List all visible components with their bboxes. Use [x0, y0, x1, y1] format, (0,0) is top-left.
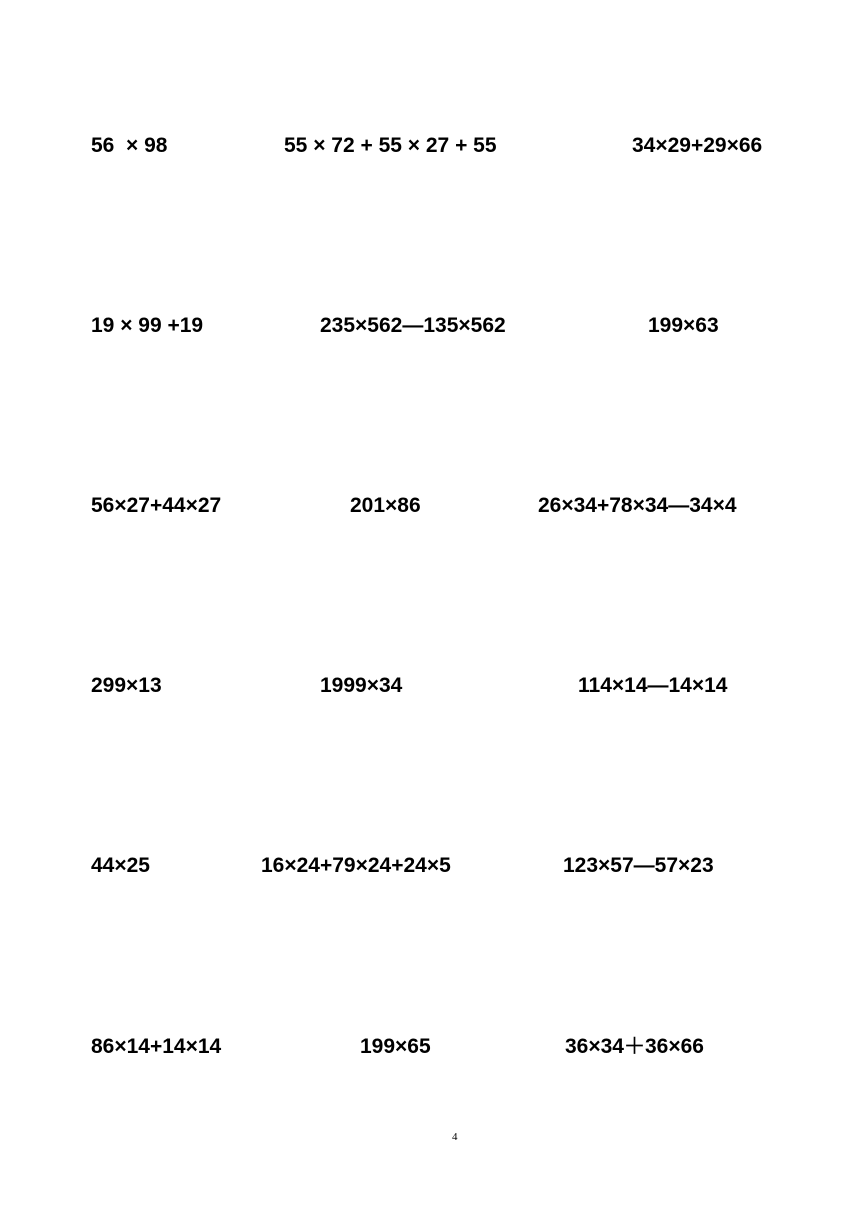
problem-r4-c1: 299×13: [91, 674, 162, 697]
problem-r6-c1: 86×14+14×14: [91, 1035, 222, 1058]
problem-r6-c2: 199×65: [360, 1035, 431, 1058]
problem-r3-c2: 201×86: [350, 494, 421, 517]
problem-r3-c1: 56×27+44×27: [91, 494, 222, 517]
problem-r5-c3: 123×57—57×23: [563, 854, 714, 877]
problem-r5-c1: 44×25: [91, 854, 150, 877]
problem-r4-c2: 1999×34: [320, 674, 403, 697]
problem-r2-c1: 19 × 99 +19: [91, 314, 204, 337]
problem-r2-c3: 199×63: [648, 314, 719, 337]
problem-r6-c3: 36×34＋36×66: [565, 1035, 704, 1058]
problem-r1-c2: 55 × 72 + 55 × 27 + 55: [284, 134, 497, 157]
problem-r1-c1: 56 × 98: [91, 134, 168, 157]
problem-r4-c3: 114×14—14×14: [578, 674, 728, 697]
problem-r1-c3: 34×29+29×66: [632, 134, 763, 157]
page-number: 4: [452, 1131, 458, 1143]
problem-r3-c3: 26×34+78×34—34×4: [538, 494, 737, 517]
problem-r2-c2: 235×562—135×562: [320, 314, 506, 337]
problem-r5-c2: 16×24+79×24+24×5: [261, 854, 451, 877]
